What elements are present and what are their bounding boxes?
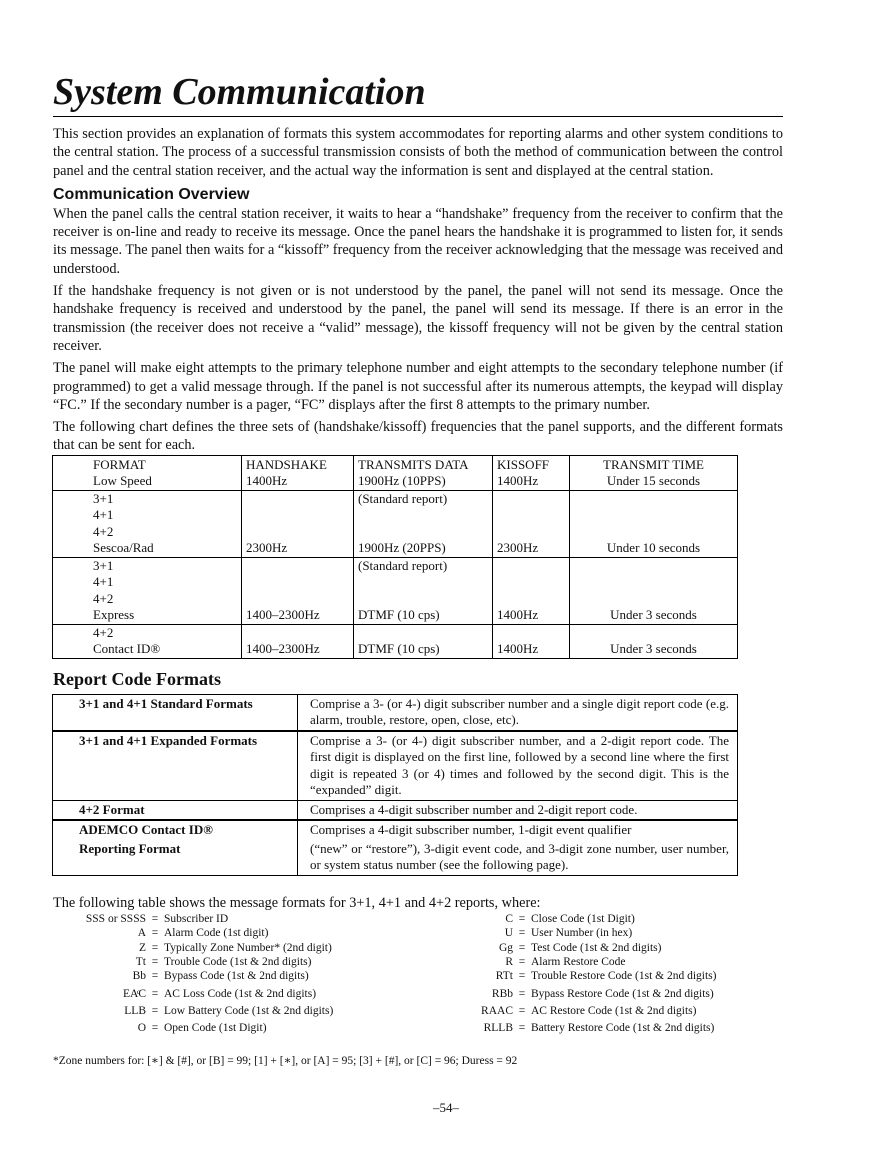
format-table-cell <box>493 591 570 608</box>
format-table-cell: 4+1 <box>53 574 242 591</box>
format-table-cell: 4+2 <box>53 524 242 541</box>
code-legend <box>53 912 783 1052</box>
legend-equals: = <box>518 970 526 983</box>
format-table-cell <box>570 490 738 507</box>
format-table-cell: 4+2 <box>53 624 242 641</box>
legend-row <box>433 1021 717 1035</box>
legend-equals: = <box>518 987 526 1000</box>
column-header: HANDSHAKE <box>242 455 354 473</box>
legend-code: RLLB <box>483 1022 513 1035</box>
format-table-row <box>53 557 738 574</box>
format-table-row <box>53 507 738 524</box>
legend-description: Bypass Restore Code (1st & 2nd digits) <box>531 987 714 1000</box>
legend-equals: = <box>151 970 159 983</box>
format-table-cell: Under 3 seconds <box>570 607 738 624</box>
legend-description: Bypass Code (1st & 2nd digits) <box>164 970 309 983</box>
legend-row <box>433 926 717 940</box>
format-table-cell: Under 15 seconds <box>570 473 738 490</box>
legend-equals: = <box>151 913 159 926</box>
format-table-cell: Under 3 seconds <box>570 641 738 658</box>
legend-description: Trouble Code (1st & 2nd digits) <box>164 955 312 968</box>
format-table-cell: Sescoa/Rad <box>53 540 242 557</box>
format-table-row <box>53 607 738 624</box>
legend-code: LLB <box>124 1004 146 1017</box>
format-table-row <box>53 473 738 490</box>
page-title: System Communication <box>53 70 783 117</box>
format-table-cell: 1900Hz (10PPS) <box>354 473 493 490</box>
format-table-cell: Under 10 seconds <box>570 540 738 557</box>
legend-row <box>433 955 717 969</box>
legend-code: RAAC <box>481 1004 513 1017</box>
report-formats-heading: Report Code Formats <box>53 668 221 689</box>
format-table-cell <box>493 557 570 574</box>
legend-code: RTt <box>495 970 513 983</box>
format-table-cell <box>570 524 738 541</box>
format-table-cell <box>493 490 570 507</box>
legend-description: Subscriber ID <box>164 913 229 926</box>
report-formats-table <box>52 694 738 876</box>
legend-description: AC Restore Code (1st & 2nd digits) <box>531 1004 697 1017</box>
report-format-desc: Comprises a 4-digit subscriber number and 2-digit report code. <box>298 800 738 820</box>
report-format-desc: (“new” or “restore”), 3-digit event code, and 3-digit zone number, user number, or system status number (see the following page). <box>310 840 729 873</box>
legend-description: Close Code (1st Digit) <box>531 913 635 926</box>
overview-paragraph: When the panel calls the central station receiver, it waits to hear a “handshake” frequency from the receiver to confirm that the receiver is on-line and ready to receive its message. Once the panel hears the handshake it is programmed to listen for, it sends its message. The panel then waits for a “kissoff” frequency from the receiver acknowledging that the message was received and understood. <box>53 205 783 277</box>
legend-equals: = <box>518 1022 526 1035</box>
format-table-cell: 2300Hz <box>493 540 570 557</box>
format-table-cell <box>493 624 570 641</box>
legend-description: Battery Restore Code (1st & 2nd digits) <box>531 1022 715 1035</box>
legend-equals: = <box>151 941 159 954</box>
legend-code: Gg <box>498 941 513 954</box>
format-table-cell: 3+1 <box>53 490 242 507</box>
format-table-cell <box>354 624 493 641</box>
format-table-cell <box>570 591 738 608</box>
format-table-cell: 1400Hz <box>493 641 570 658</box>
legend-code: Bb <box>132 970 146 983</box>
legend-code: C <box>505 913 513 926</box>
format-table-cell: 1400–2300Hz <box>242 641 354 658</box>
report-format-row <box>53 694 738 731</box>
intro-paragraph: This section provides an explanation of formats this system accommodates for reporting alarms and other system conditions to the central station. The process of a successful transmission consists of both the method of communication between the control panel and the central station receiver, and the actual way the information is sent and displayed at the central station. <box>53 126 783 179</box>
format-table-row <box>53 591 738 608</box>
overview-paragraph: If the handshake frequency is not given or is not understood by the panel, the panel will not send its message. Once the handshake frequency is received and understood by the panel, the panel will send its message. If there is an error in the transmission (the receiver does not receive a “valid” message), the kissoff frequency will not be given by the central station receiver. <box>53 283 783 354</box>
report-format-desc: Comprise a 3- (or 4-) digit subscriber number and a single digit report code (e.g. alarm, trouble, restore, open, close, etc). <box>310 695 729 728</box>
legend-description: User Number (in hex) <box>531 927 633 940</box>
legend-equals: = <box>518 927 526 940</box>
page-number: –54– <box>433 1100 459 1115</box>
format-table-cell: 1400Hz <box>242 473 354 490</box>
format-table-cell <box>570 624 738 641</box>
format-table-cell: 4+2 <box>53 591 242 608</box>
legend-code: A <box>137 927 146 940</box>
format-table-cell: Contact ID® <box>53 641 242 658</box>
legend-row <box>53 1004 333 1018</box>
legend-equals: = <box>518 941 526 954</box>
legend-code: R <box>505 955 513 968</box>
column-header: FORMAT <box>53 455 242 473</box>
report-format-row <box>53 820 738 840</box>
legend-row <box>53 987 333 1001</box>
format-table-cell: DTMF (10 cps) <box>354 641 493 658</box>
format-table-row <box>53 624 738 641</box>
legend-equals: = <box>151 1022 159 1035</box>
legend-code: RBb <box>491 987 513 1000</box>
format-table-row <box>53 490 738 507</box>
report-format-row <box>53 840 738 876</box>
format-table-cell <box>242 507 354 524</box>
format-table-cell <box>493 574 570 591</box>
legend-description: Trouble Restore Code (1st & 2nd digits) <box>531 970 717 983</box>
format-table-row <box>53 540 738 557</box>
format-table-cell: 1400Hz <box>493 607 570 624</box>
legend-description: Typically Zone Number* (2nd digit) <box>164 941 332 954</box>
format-table <box>52 455 738 659</box>
legend-intro: The following table shows the message formats for 3+1, 4+1 and 4+2 reports, where: <box>53 894 541 911</box>
legend-row <box>53 1021 333 1035</box>
report-format-name: 3+1 and 4+1 Standard Formats <box>53 694 298 731</box>
format-table-row <box>53 641 738 658</box>
format-table-cell <box>570 557 738 574</box>
legend-description: Test Code (1st & 2nd digits) <box>531 941 662 954</box>
legend-description: Alarm Restore Code <box>531 955 626 968</box>
report-format-row <box>53 731 738 801</box>
format-table-cell <box>242 557 354 574</box>
legend-equals: = <box>518 913 526 926</box>
legend-description: AC Loss Code (1st & 2nd digits) <box>164 987 317 1000</box>
report-format-row <box>53 800 738 820</box>
legend-row <box>433 912 717 926</box>
column-header: KISSOFF <box>493 455 570 473</box>
legend-row <box>53 955 333 969</box>
format-table-cell: Low Speed <box>53 473 242 490</box>
format-table-cell <box>570 574 738 591</box>
legend-description: Alarm Code (1st digit) <box>164 927 269 940</box>
legend-row <box>53 912 333 926</box>
format-table-cell: 3+1 <box>53 557 242 574</box>
format-table-cell <box>354 524 493 541</box>
legend-row <box>433 1004 717 1018</box>
report-format-name: 4+2 Format <box>53 800 298 820</box>
legend-code: O <box>137 1022 146 1035</box>
legend-code: EAͨC <box>123 987 146 1000</box>
format-table-header <box>53 455 738 473</box>
format-table-cell: (Standard report) <box>354 557 493 574</box>
report-format-desc: Comprise a 3- (or 4-) digit subscriber number, and a 2-digit report code. The first digit is displayed on the first line, followed by a second line where the first digit is repeated 3 (or 4) times and followed by the second digit. This is the “expanded” digit. <box>298 731 738 801</box>
format-table-cell <box>242 490 354 507</box>
document-page <box>53 70 783 1068</box>
report-format-name: Reporting Format <box>53 840 298 876</box>
format-table-cell <box>354 507 493 524</box>
report-format-name: 3+1 and 4+1 Expanded Formats <box>53 731 298 801</box>
format-table-cell <box>354 574 493 591</box>
legend-code: U <box>504 927 513 940</box>
format-table-cell: 1400Hz <box>493 473 570 490</box>
format-table-cell <box>242 524 354 541</box>
report-format-name: ADEMCO Contact ID® <box>53 820 298 840</box>
zone-footnote: *Zone numbers for: [∗] & [#], or [B] = 99; [1] + [∗], or [A] = 95; [3] + [#], or [C] = 96; Duress = 92 <box>53 1055 518 1068</box>
format-table-cell <box>242 624 354 641</box>
format-table-cell: DTMF (10 cps) <box>354 607 493 624</box>
column-header: TRANSMITS DATA <box>354 455 493 473</box>
format-table-cell <box>242 574 354 591</box>
format-table-cell: 4+1 <box>53 507 242 524</box>
legend-row <box>53 926 333 940</box>
legend-equals: = <box>151 1004 159 1017</box>
legend-equals: = <box>151 927 159 940</box>
format-table-cell <box>493 507 570 524</box>
legend-row <box>53 969 333 983</box>
overview-paragraph: The panel will make eight attempts to the primary telephone number and eight attempts to the secondary telephone number (if programmed) to get a valid message through. If the panel is not successful after its numerous attempts, the keypad will display “FC.” If the secondary number is a pager, “FC” displays after the first 8 attempts to the primary number. <box>53 360 783 413</box>
legend-code: Tt <box>135 955 146 968</box>
format-table-cell <box>242 591 354 608</box>
legend-code: SSS or SSSS <box>85 913 146 926</box>
legend-code: Z <box>138 941 146 954</box>
legend-description: Low Battery Code (1st & 2nd digits) <box>164 1004 334 1017</box>
format-table-cell <box>493 524 570 541</box>
format-table-cell <box>354 591 493 608</box>
legend-equals: = <box>518 955 526 968</box>
legend-row <box>433 969 717 983</box>
legend-equals: = <box>151 955 159 968</box>
format-table-row <box>53 524 738 541</box>
report-format-desc: Comprises a 4-digit subscriber number, 1-digit event qualifier <box>298 820 738 840</box>
format-table-cell: Express <box>53 607 242 624</box>
legend-equals: = <box>518 1004 526 1017</box>
legend-row <box>433 941 717 955</box>
legend-equals: = <box>151 987 159 1000</box>
legend-row <box>53 941 333 955</box>
legend-description: Open Code (1st Digit) <box>164 1022 267 1035</box>
column-header: TRANSMIT TIME <box>570 455 738 473</box>
legend-right-column <box>433 912 717 1035</box>
format-table-row <box>53 574 738 591</box>
format-table-cell: 2300Hz <box>242 540 354 557</box>
format-table-cell: 1900Hz (20PPS) <box>354 540 493 557</box>
legend-left-column <box>53 912 333 1035</box>
format-table-cell: (Standard report) <box>354 490 493 507</box>
legend-row <box>433 987 717 1001</box>
format-table-cell <box>570 507 738 524</box>
overview-heading: Communication Overview <box>53 185 250 203</box>
format-table-cell: 1400–2300Hz <box>242 607 354 624</box>
overview-paragraph: The following chart defines the three sets of (handshake/kissoff) frequencies that the panel supports, and the different formats that can be sent for each. <box>53 419 783 454</box>
